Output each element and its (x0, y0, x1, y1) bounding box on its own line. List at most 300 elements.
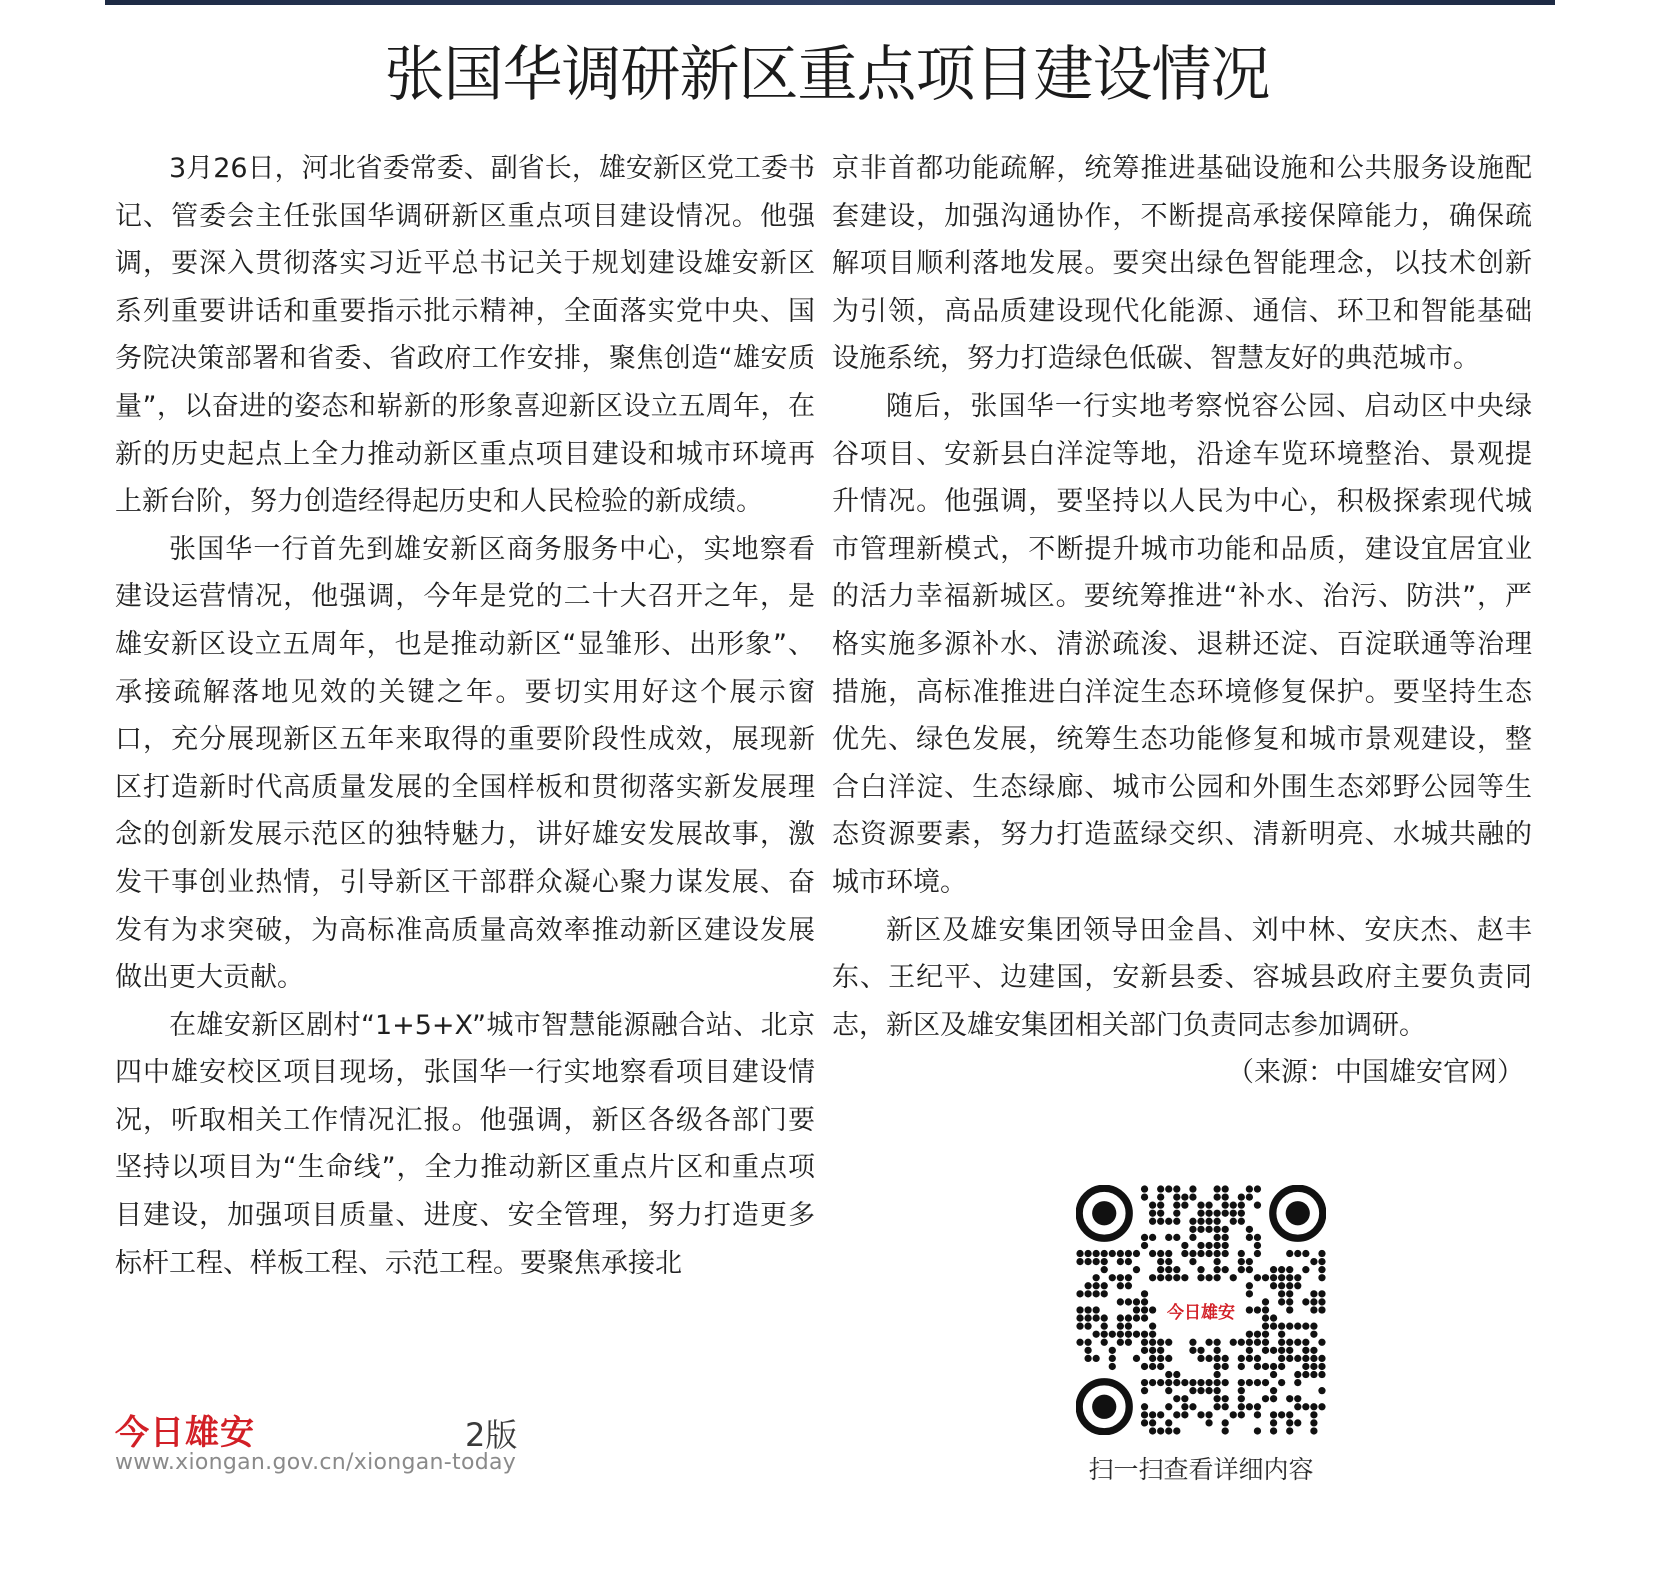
article-source: （来源：中国雄安官网） (1227, 1057, 1524, 1089)
qr-module (1205, 1250, 1212, 1257)
qr-module (1149, 1411, 1156, 1418)
qr-module (1278, 1331, 1285, 1338)
qr-module (1189, 1387, 1196, 1394)
qr-module (1222, 1379, 1229, 1386)
qr-module (1084, 1250, 1091, 1257)
qr-module (1141, 1363, 1148, 1370)
qr-module (1294, 1355, 1301, 1362)
qr-module (1310, 1290, 1317, 1297)
qr-module (1189, 1185, 1196, 1192)
qr-module (1246, 1403, 1253, 1410)
qr-module (1214, 1250, 1221, 1257)
qr-module (1318, 1274, 1325, 1281)
qr-module (1173, 1411, 1180, 1418)
qr-module (1165, 1355, 1172, 1362)
qr-module (1310, 1411, 1317, 1418)
qr-module (1189, 1234, 1196, 1241)
qr-module (1238, 1193, 1245, 1200)
qr-module (1109, 1250, 1116, 1257)
qr-module (1093, 1314, 1100, 1321)
qr-module (1238, 1355, 1245, 1362)
qr-module (1302, 1323, 1309, 1330)
qr-module (1165, 1427, 1172, 1434)
qr-module (1214, 1218, 1221, 1225)
qr-module (1197, 1242, 1204, 1249)
qr-module (1157, 1411, 1164, 1418)
qr-module (1222, 1193, 1229, 1200)
qr-module (1141, 1387, 1148, 1394)
qr-module (1286, 1355, 1293, 1362)
qr-module (1222, 1363, 1229, 1370)
qr-module (1165, 1185, 1172, 1192)
qr-module (1238, 1411, 1245, 1418)
paragraph-5: 新区及雄安集团领导田金昌、刘中林、安庆杰、赵丰东、王纪平、边建国，安新县委、容城县政府主要负责同志，新区及雄安集团相关部门负责同志参加调研。 (832, 914, 1532, 1041)
qr-module (1117, 1314, 1124, 1321)
qr-center-logo: 今日雄安 (1158, 1285, 1244, 1335)
qr-module (1157, 1266, 1164, 1273)
qr-module (1093, 1331, 1100, 1338)
qr-module (1270, 1371, 1277, 1378)
qr-code[interactable] (1076, 1185, 1326, 1435)
qr-module (1197, 1411, 1204, 1418)
qr-module (1149, 1355, 1156, 1362)
qr-module (1205, 1226, 1212, 1233)
qr-module (1318, 1339, 1325, 1346)
qr-module (1254, 1339, 1261, 1346)
qr-module (1165, 1387, 1172, 1394)
qr-module (1093, 1258, 1100, 1265)
qr-module (1222, 1185, 1229, 1192)
qr-module (1189, 1226, 1196, 1233)
qr-module (1173, 1395, 1180, 1402)
qr-module (1318, 1290, 1325, 1297)
qr-module (1076, 1290, 1083, 1297)
qr-module (1101, 1314, 1108, 1321)
qr-module (1294, 1274, 1301, 1281)
qr-module (1205, 1242, 1212, 1249)
qr-module (1197, 1274, 1204, 1281)
qr-module (1294, 1282, 1301, 1289)
qr-module (1093, 1282, 1100, 1289)
qr-module (1084, 1323, 1091, 1330)
qr-caption: 扫一扫查看详细内容 (1088, 1455, 1314, 1484)
qr-module (1262, 1298, 1269, 1305)
qr-module (1270, 1395, 1277, 1402)
qr-module (1084, 1339, 1091, 1346)
qr-module (1157, 1193, 1164, 1200)
qr-module (1181, 1411, 1188, 1418)
qr-module (1141, 1185, 1148, 1192)
qr-module (1254, 1250, 1261, 1257)
qr-module (1205, 1387, 1212, 1394)
qr-module (1318, 1363, 1325, 1370)
qr-module (1165, 1258, 1172, 1265)
qr-module (1318, 1306, 1325, 1313)
qr-module (1149, 1339, 1156, 1346)
qr-module (1214, 1387, 1221, 1394)
qr-module (1254, 1185, 1261, 1192)
qr-module (1310, 1306, 1317, 1313)
qr-module (1133, 1355, 1140, 1362)
qr-module (1181, 1379, 1188, 1386)
qr-module (1278, 1266, 1285, 1273)
qr-module (1302, 1403, 1309, 1410)
qr-module (1101, 1323, 1108, 1330)
qr-module (1101, 1290, 1108, 1297)
qr-module (1230, 1274, 1237, 1281)
qr-module (1141, 1306, 1148, 1313)
qr-module (1222, 1242, 1229, 1249)
qr-module (1230, 1339, 1237, 1346)
qr-module (1205, 1202, 1212, 1209)
qr-module (1076, 1323, 1083, 1330)
qr-module (1318, 1403, 1325, 1410)
qr-module (1246, 1339, 1253, 1346)
qr-module (1189, 1258, 1196, 1265)
qr-module (1173, 1202, 1180, 1209)
qr-module (1286, 1347, 1293, 1354)
qr-module (1318, 1355, 1325, 1362)
qr-module (1173, 1193, 1180, 1200)
qr-module (1310, 1371, 1317, 1378)
qr-module (1310, 1298, 1317, 1305)
qr-module (1278, 1290, 1285, 1297)
qr-module (1133, 1314, 1140, 1321)
qr-module (1214, 1355, 1221, 1362)
qr-module (1149, 1210, 1156, 1217)
qr-module (1141, 1403, 1148, 1410)
publication-url[interactable]: www.xiongan.gov.cn/xiongan-today (115, 1450, 517, 1475)
qr-module (1125, 1331, 1132, 1338)
qr-module (1117, 1323, 1124, 1330)
qr-module (1214, 1210, 1221, 1217)
qr-module (1076, 1250, 1083, 1257)
qr-module (1262, 1331, 1269, 1338)
qr-module (1165, 1371, 1172, 1378)
qr-module (1084, 1258, 1091, 1265)
qr-module (1238, 1250, 1245, 1257)
qr-module (1157, 1258, 1164, 1265)
qr-finder-dot (1092, 1395, 1116, 1419)
qr-module (1214, 1371, 1221, 1378)
qr-module (1141, 1314, 1148, 1321)
qr-module (1278, 1282, 1285, 1289)
qr-module (1222, 1226, 1229, 1233)
qr-module (1189, 1379, 1196, 1386)
qr-module (1214, 1363, 1221, 1370)
qr-module (1181, 1395, 1188, 1402)
qr-module (1149, 1323, 1156, 1330)
qr-module (1189, 1250, 1196, 1257)
qr-module (1149, 1274, 1156, 1281)
qr-module (1222, 1419, 1229, 1426)
qr-module (1246, 1290, 1253, 1297)
qr-module (1294, 1395, 1301, 1402)
qr-module (1197, 1387, 1204, 1394)
qr-module (1246, 1331, 1253, 1338)
qr-module (1125, 1282, 1132, 1289)
qr-module (1181, 1403, 1188, 1410)
qr-module (1246, 1355, 1253, 1362)
qr-module (1278, 1347, 1285, 1354)
qr-module (1214, 1266, 1221, 1273)
qr-module (1076, 1314, 1083, 1321)
paragraph-3-continued: 京非首都功能疏解，统筹推进基础设施和公共服务设施配套建设，加强沟通协作，不断提高承接保障能力，确保疏解项目顺利落地发展。要突出绿色智能理念，以技术创新为引领，高品质建设现代化能源、通信、环卫和智能基础设施系统，努力打造绿色低碳、智慧友好的典范城市。 (832, 153, 1532, 375)
qr-module (1222, 1395, 1229, 1402)
qr-module (1093, 1306, 1100, 1313)
qr-module (1133, 1298, 1140, 1305)
qr-module (1109, 1274, 1116, 1281)
qr-module (1157, 1427, 1164, 1434)
qr-module (1141, 1419, 1148, 1426)
qr-module (1125, 1339, 1132, 1346)
qr-module (1076, 1306, 1083, 1313)
qr-module (1246, 1282, 1253, 1289)
qr-module (1101, 1339, 1108, 1346)
qr-module (1302, 1266, 1309, 1273)
qr-module (1262, 1379, 1269, 1386)
qr-module (1141, 1347, 1148, 1354)
qr-module (1214, 1274, 1221, 1281)
qr-module (1318, 1258, 1325, 1265)
qr-module (1238, 1202, 1245, 1209)
qr-module (1197, 1210, 1204, 1217)
qr-module (1222, 1403, 1229, 1410)
qr-module (1214, 1226, 1221, 1233)
qr-module (1318, 1250, 1325, 1257)
qr-module (1084, 1355, 1091, 1362)
qr-module (1173, 1379, 1180, 1386)
qr-module (1310, 1323, 1317, 1330)
qr-module (1270, 1323, 1277, 1330)
qr-module (1254, 1242, 1261, 1249)
qr-module (1254, 1274, 1261, 1281)
qr-module (1157, 1250, 1164, 1257)
qr-module (1141, 1331, 1148, 1338)
qr-module (1254, 1355, 1261, 1362)
qr-module (1117, 1298, 1124, 1305)
qr-module (1278, 1355, 1285, 1362)
qr-module (1181, 1193, 1188, 1200)
qr-module (1084, 1282, 1091, 1289)
qr-module (1302, 1339, 1309, 1346)
qr-module (1278, 1339, 1285, 1346)
qr-module (1238, 1403, 1245, 1410)
page-number: 2版 (465, 1416, 518, 1454)
qr-module (1076, 1258, 1083, 1265)
qr-module (1189, 1347, 1196, 1354)
qr-module (1165, 1379, 1172, 1386)
qr-module (1254, 1363, 1261, 1370)
publication-logo: 今日雄安 (115, 1413, 255, 1453)
qr-module (1294, 1323, 1301, 1330)
qr-module (1286, 1250, 1293, 1257)
qr-module (1173, 1371, 1180, 1378)
qr-module (1141, 1379, 1148, 1386)
qr-module (1205, 1379, 1212, 1386)
qr-finder-dot (1092, 1201, 1116, 1225)
qr-module (1149, 1379, 1156, 1386)
qr-module (1246, 1258, 1253, 1265)
qr-module (1286, 1290, 1293, 1297)
qr-module (1101, 1250, 1108, 1257)
qr-module (1093, 1355, 1100, 1362)
qr-module (1141, 1193, 1148, 1200)
qr-finder-dot (1286, 1201, 1310, 1225)
qr-module (1197, 1226, 1204, 1233)
qr-module (1165, 1419, 1172, 1426)
qr-module (1189, 1403, 1196, 1410)
qr-module (1286, 1274, 1293, 1281)
qr-module (1109, 1363, 1116, 1370)
qr-module (1076, 1339, 1083, 1346)
qr-module (1109, 1347, 1116, 1354)
qr-module (1157, 1274, 1164, 1281)
top-decorative-bar (105, 0, 1555, 5)
qr-module (1294, 1339, 1301, 1346)
qr-module (1214, 1347, 1221, 1354)
qr-module (1246, 1379, 1253, 1386)
qr-module (1302, 1363, 1309, 1370)
qr-module (1117, 1250, 1124, 1257)
qr-module (1141, 1242, 1148, 1249)
qr-module (1214, 1379, 1221, 1386)
qr-module (1149, 1218, 1156, 1225)
qr-module (1294, 1379, 1301, 1386)
qr-module (1165, 1234, 1172, 1241)
qr-module (1222, 1355, 1229, 1362)
qr-module (1181, 1274, 1188, 1281)
qr-module (1084, 1314, 1091, 1321)
qr-module (1278, 1411, 1285, 1418)
qr-module (1173, 1274, 1180, 1281)
qr-module (1149, 1331, 1156, 1338)
qr-module (1246, 1306, 1253, 1313)
qr-module (1286, 1266, 1293, 1273)
qr-module (1165, 1274, 1172, 1281)
qr-module (1246, 1193, 1253, 1200)
qr-module (1246, 1185, 1253, 1192)
qr-module (1262, 1314, 1269, 1321)
qr-module (1197, 1202, 1204, 1209)
qr-module (1246, 1226, 1253, 1233)
qr-module (1133, 1331, 1140, 1338)
qr-module (1117, 1339, 1124, 1346)
qr-module (1125, 1258, 1132, 1265)
qr-module (1149, 1347, 1156, 1354)
qr-module (1270, 1411, 1277, 1418)
qr-module (1125, 1274, 1132, 1281)
qr-module (1286, 1339, 1293, 1346)
qr-module (1270, 1314, 1277, 1321)
qr-module (1246, 1266, 1253, 1273)
qr-module (1181, 1202, 1188, 1209)
qr-module (1117, 1258, 1124, 1265)
qr-module (1197, 1250, 1204, 1257)
qr-module (1286, 1306, 1293, 1313)
qr-module (1254, 1306, 1261, 1313)
qr-module (1310, 1355, 1317, 1362)
qr-module (1109, 1331, 1116, 1338)
qr-module (1278, 1274, 1285, 1281)
qr-module (1262, 1347, 1269, 1354)
qr-module (1101, 1282, 1108, 1289)
qr-module (1125, 1323, 1132, 1330)
qr-module (1125, 1314, 1132, 1321)
qr-module (1149, 1306, 1156, 1313)
qr-module (1286, 1282, 1293, 1289)
qr-module (1222, 1266, 1229, 1273)
qr-module (1157, 1379, 1164, 1386)
qr-module (1214, 1339, 1221, 1346)
qr-module (1238, 1379, 1245, 1386)
qr-module (1278, 1379, 1285, 1386)
qr-module (1157, 1218, 1164, 1225)
qr-module (1181, 1242, 1188, 1249)
qr-module (1133, 1250, 1140, 1257)
qr-module (1117, 1331, 1124, 1338)
qr-module (1173, 1234, 1180, 1241)
qr-module (1270, 1427, 1277, 1434)
article-headline: 张国华调研新区重点项目建设情况 (384, 40, 1270, 110)
qr-module (1230, 1218, 1237, 1225)
qr-module (1286, 1298, 1293, 1305)
qr-module (1286, 1419, 1293, 1426)
qr-module (1157, 1202, 1164, 1209)
qr-module (1270, 1347, 1277, 1354)
qr-module (1310, 1419, 1317, 1426)
qr-module (1141, 1411, 1148, 1418)
qr-module (1294, 1403, 1301, 1410)
qr-module (1189, 1193, 1196, 1200)
qr-module (1117, 1274, 1124, 1281)
qr-module (1302, 1347, 1309, 1354)
qr-module (1310, 1258, 1317, 1265)
qr-module (1270, 1363, 1277, 1370)
qr-module (1214, 1185, 1221, 1192)
qr-module (1262, 1339, 1269, 1346)
qr-module (1093, 1290, 1100, 1297)
qr-module (1141, 1234, 1148, 1241)
qr-module (1141, 1339, 1148, 1346)
qr-module (1173, 1210, 1180, 1217)
qr-module (1165, 1339, 1172, 1346)
qr-module (1270, 1387, 1277, 1394)
qr-module (1222, 1250, 1229, 1257)
qr-module (1318, 1266, 1325, 1273)
qr-module (1262, 1395, 1269, 1402)
paragraph-1: 3月26日，河北省委常委、副省长，雄安新区党工委书记、管委会主任张国华调研新区重点项目建设情况。他强调，要深入贯彻落实习近平总书记关于规划建设雄安新区系列重要讲话和重要指示批示精神，全面落实党中央、国务院决策部署和省委、省政府工作安排，聚焦创造“雄安质量”，以奋进的姿态和崭新的形象喜迎新区设立五周年，在新的历史起点上全力推动新区重点项目建设和城市环境再上新台阶，努力创造经得起历史和人民检验的新成绩。 (115, 153, 815, 518)
qr-module (1310, 1331, 1317, 1338)
qr-module (1214, 1403, 1221, 1410)
qr-module (1278, 1298, 1285, 1305)
qr-module (1205, 1355, 1212, 1362)
paragraph-4: 随后，张国华一行实地考察悦容公园、启动区中央绿谷项目、安新县白洋淀等地，沿途车览环境整治、景观提升情况。他强调，要坚持以人民为中心，积极探索现代城市管理新模式，不断提升城市功能和品质，建设宜居宜业的活力幸福新城区。要统筹推进“补水、治污、防洪”，严格实施多源补水、清淤疏浚、退耕还淀、百淀联通等治理措施，高标准推进白洋淀生态环境修复保护。要坚持生态优先、绿色发展，统筹生态功能修复和城市景观建设，整合白洋淀、生态绿廊、城市公园和外围生态郊野公园等生态资源要素，努力打造蓝绿交织、清新明亮、水城共融的城市环境。 (832, 390, 1532, 898)
qr-module (1117, 1282, 1124, 1289)
qr-module (1318, 1371, 1325, 1378)
qr-module (1254, 1411, 1261, 1418)
qr-module (1230, 1411, 1237, 1418)
qr-module (1262, 1363, 1269, 1370)
qr-module (1238, 1266, 1245, 1273)
qr-module (1173, 1185, 1180, 1192)
qr-module (1222, 1234, 1229, 1241)
qr-module (1230, 1202, 1237, 1209)
qr-module (1173, 1427, 1180, 1434)
qr-module (1149, 1234, 1156, 1241)
paragraph-3: 在雄安新区剧村“1+5+X”城市智慧能源融合站、北京四中雄安校区项目现场，张国华一行实地察看项目建设情况，听取相关工作情况汇报。他强调，新区各级各部门要坚持以项目为“生命线”，全力推动新区重点片区和重点项目建设，加强项目质量、进度、安全管理，努力打造更多标杆工程、样板工程、示范工程。要聚焦承接北 (115, 1009, 815, 1279)
qr-module (1214, 1234, 1221, 1241)
